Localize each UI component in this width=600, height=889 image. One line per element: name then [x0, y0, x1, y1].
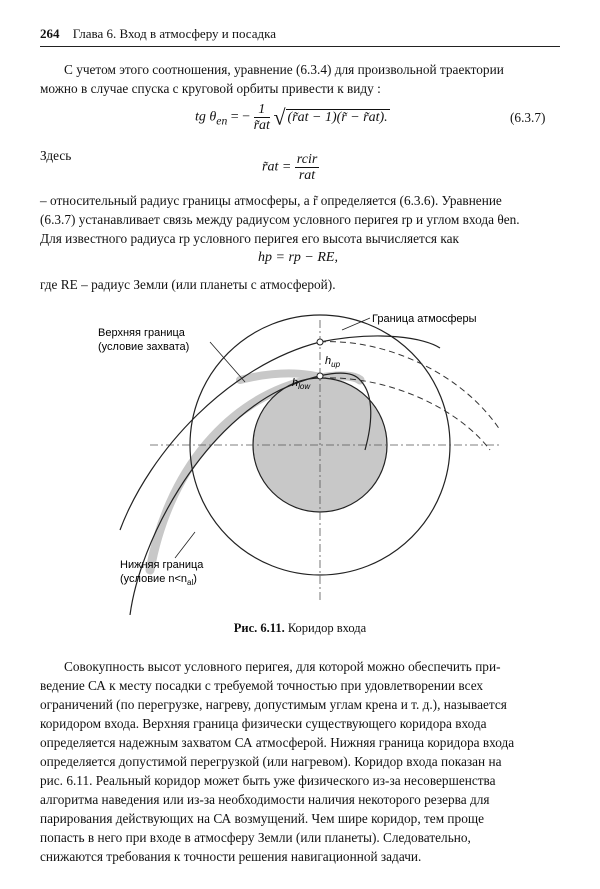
- final-line: ведение СА к месту посадки с требуемой точностью при удовлетворении всех: [40, 678, 484, 693]
- eq-frac-num: 1: [254, 102, 270, 118]
- upper-label-leader: [210, 342, 245, 382]
- entry-corridor-figure: [80, 300, 530, 615]
- final-line: коридором входа. Верхняя граница физически существующего коридора входа: [40, 716, 487, 731]
- page-number: 264: [40, 26, 60, 41]
- lower-label-leader: [175, 532, 195, 558]
- eq-rat-den: rat: [298, 168, 316, 183]
- final-line: снижаются требования к точности решения навигационной задачи.: [40, 849, 422, 864]
- eq-rat-num: rcir: [296, 152, 318, 167]
- eq-radical: (r̃at − 1)(r̃ − r̃at).: [287, 109, 388, 125]
- upper-perigee-marker: [317, 339, 323, 345]
- def-line-3: Для известного радиуса rp условного перигея его высота вычисляется как: [40, 231, 459, 246]
- intro-paragraph: [40, 60, 560, 98]
- label-upper-boundary-2: (условие захвата): [98, 341, 190, 353]
- eq-rat-lhs: r̃at =: [262, 159, 292, 175]
- final-line: Совокупность высот условного перигея, для которой можно обеспечить при-: [64, 659, 501, 674]
- final-line: попасть в него при входе в атмосферу Земли (или планеты). Следовательно,: [40, 830, 471, 845]
- final-paragraph: [40, 657, 560, 866]
- chapter-title: Глава 6. Вход в атмосферу и посадка: [72, 26, 276, 41]
- equation-r-at: [262, 152, 319, 183]
- definition-paragraph: [40, 191, 560, 248]
- intro-line-1: С учетом этого соотношения, уравнение (6.3.4) для произвольной траектории: [64, 62, 504, 77]
- final-line: определяется допустимой перегрузкой (или нагревом). Коридор входа показан на: [40, 754, 502, 769]
- caption-number: Рис. 6.11.: [233, 621, 285, 635]
- eq-lhs: tg θ: [195, 109, 217, 125]
- eq-rat-fraction: [295, 152, 319, 183]
- lower-perigee-marker: [317, 373, 323, 379]
- where-line: где RE – радиус Земли (или планеты с атмосферой).: [40, 277, 336, 292]
- here-word: Здесь: [40, 148, 72, 163]
- figure-caption: [0, 621, 600, 636]
- eq-fraction: [254, 102, 270, 133]
- final-line: парирования действующих на СА возмущений. Чем шире коридор, тем проще: [40, 811, 484, 826]
- label-h-up: $h_{up}$: [325, 355, 341, 369]
- final-line: алгоритма наведения или из-за необходимости наличия некоторого резерва для: [40, 792, 490, 807]
- final-line: определяется надежным захватом СА атмосферой. Нижняя граница коридора входа: [40, 735, 515, 750]
- label-lower-boundary-1: Нижняя граница: [120, 559, 204, 571]
- final-line: рис. 6.11. Реальный коридор может быть уже физического из-за несовершенства: [40, 773, 496, 788]
- caption-text: Коридор входа: [284, 621, 367, 635]
- label-atmosphere-boundary: Граница атмосферы: [372, 313, 477, 325]
- eq-frac-den: r̃at: [253, 118, 270, 133]
- running-header: [40, 26, 276, 42]
- equation-number-6-3-7: (6.3.7): [510, 110, 546, 125]
- label-h-low: $h_{low}$: [292, 377, 311, 391]
- header-rule: [40, 46, 560, 47]
- def-line-1: – относительный радиус границы атмосферы, а r̃ определяется (6.3.6). Уравнение: [40, 193, 502, 208]
- equation-6-3-7: [195, 102, 390, 133]
- label-upper-boundary-1: Верхняя граница: [98, 327, 185, 339]
- def-line-2: (6.3.7) устанавливает связь между радиусом условного перигея rp и углом входа θen.: [40, 212, 520, 227]
- equation-hp: hp = rp − RE,: [258, 250, 338, 265]
- sqrt-sign-icon: √: [273, 104, 286, 130]
- eq-lhs-sub: en: [216, 114, 228, 128]
- intro-line-2: можно в случае спуска с круговой орбиты привести к виду :: [40, 81, 381, 96]
- final-line: ограничений (по перегрузке, нагреву, допустимым углам крена и т. д.), называется: [40, 697, 507, 712]
- eq-rhs-sign: = −: [230, 109, 251, 125]
- label-lower-boundary-2: (условие $n<n_{al}$): [120, 573, 197, 587]
